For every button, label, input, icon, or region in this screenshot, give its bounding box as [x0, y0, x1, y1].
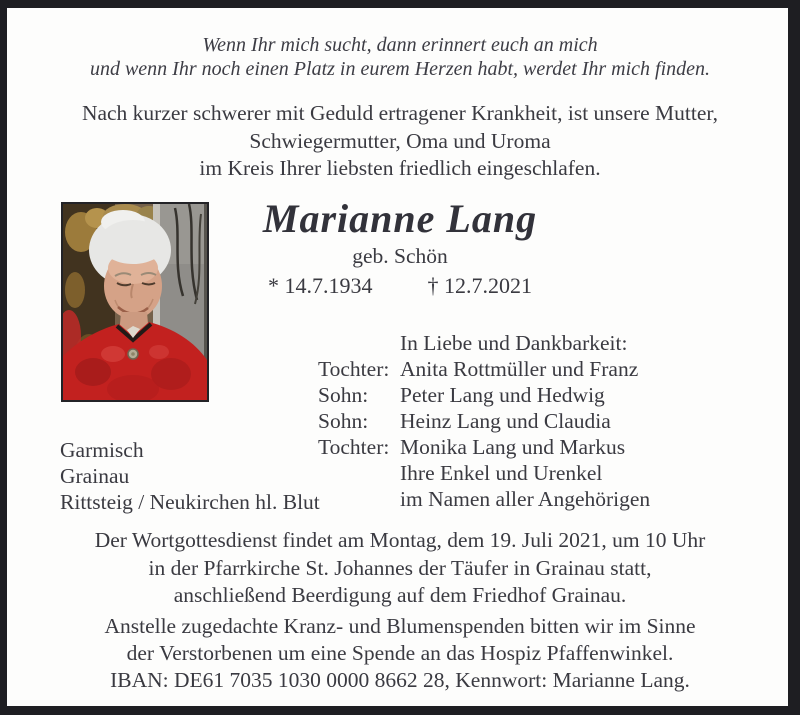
relation-label: Tochter:: [318, 357, 390, 381]
epigraph-line: Wenn Ihr mich sucht, dann erinnert euch an mich: [202, 34, 598, 56]
places-block: [60, 437, 320, 515]
frame-border-bottom: [0, 706, 800, 715]
donation-paragraph: [0, 613, 800, 694]
tribute-closing-line: Ihre Enkel und Urenkel: [400, 461, 603, 485]
deceased-block: [100, 196, 700, 299]
relation-label: Tochter:: [318, 435, 390, 459]
donation-line: Anstelle zugedachte Kranz- und Blumenspenden bitten wir im Sinne: [104, 614, 696, 638]
family-row: [318, 382, 650, 408]
frame-border-right: [788, 0, 800, 715]
family-names: Peter Lang und Hedwig: [400, 383, 605, 407]
intro-line: Schwiegermutter, Oma und Uroma: [249, 128, 551, 153]
tribute-block: [318, 330, 650, 512]
place-line: Rittsteig / Neukirchen hl. Blut: [60, 490, 320, 514]
place-line: Garmisch: [60, 438, 144, 462]
birth-date: * 14.7.1934: [268, 273, 373, 298]
relation-label: Sohn:: [318, 383, 369, 407]
frame-border-left: [0, 0, 7, 715]
service-line: in der Pfarrkirche St. Johannes der Täufer in Grainau statt,: [148, 555, 652, 580]
service-paragraph: [0, 527, 800, 610]
frame-border-top: [0, 0, 800, 8]
tribute-heading: In Liebe und Dankbarkeit:: [400, 331, 628, 355]
death-date: † 12.7.2021: [427, 273, 532, 298]
intro-line: Nach kurzer schwerer mit Geduld ertragener Krankheit, ist unsere Mutter,: [81, 101, 719, 125]
intro-paragraph: [0, 100, 800, 183]
family-names: Heinz Lang und Claudia: [400, 409, 611, 433]
relation-label: Sohn:: [318, 409, 369, 433]
family-row: [318, 356, 650, 382]
family-row: [318, 434, 650, 460]
donation-line: der Verstorbenen um eine Spende an das Hospiz Pfaffenwinkel.: [126, 641, 674, 665]
life-dates: [100, 273, 700, 299]
tribute-closing-line: im Namen aller Angehörigen: [400, 487, 651, 511]
family-names: Anita Rottmüller und Franz: [400, 357, 639, 381]
epigraph-line: und wenn Ihr noch einen Platz in eurem Herzen habt, werdet Ihr mich finden.: [89, 58, 711, 80]
service-line: anschließend Beerdigung auf dem Friedhof Grainau.: [173, 583, 627, 607]
epigraph: [0, 33, 800, 81]
family-row: [318, 408, 650, 434]
deceased-name: Marianne Lang: [262, 196, 538, 241]
family-names: Monika Lang und Markus: [400, 435, 626, 459]
intro-line: im Kreis Ihrer liebsten friedlich eingeschlafen.: [199, 156, 601, 180]
donation-line: IBAN: DE61 7035 1030 0000 8662 28, Kennwort: Marianne Lang.: [110, 668, 690, 692]
birth-name: geb. Schön: [352, 244, 448, 268]
service-line: Der Wortgottesdienst findet am Montag, dem 19. Juli 2021, um 10 Uhr: [94, 528, 706, 552]
place-line: Grainau: [60, 464, 130, 488]
